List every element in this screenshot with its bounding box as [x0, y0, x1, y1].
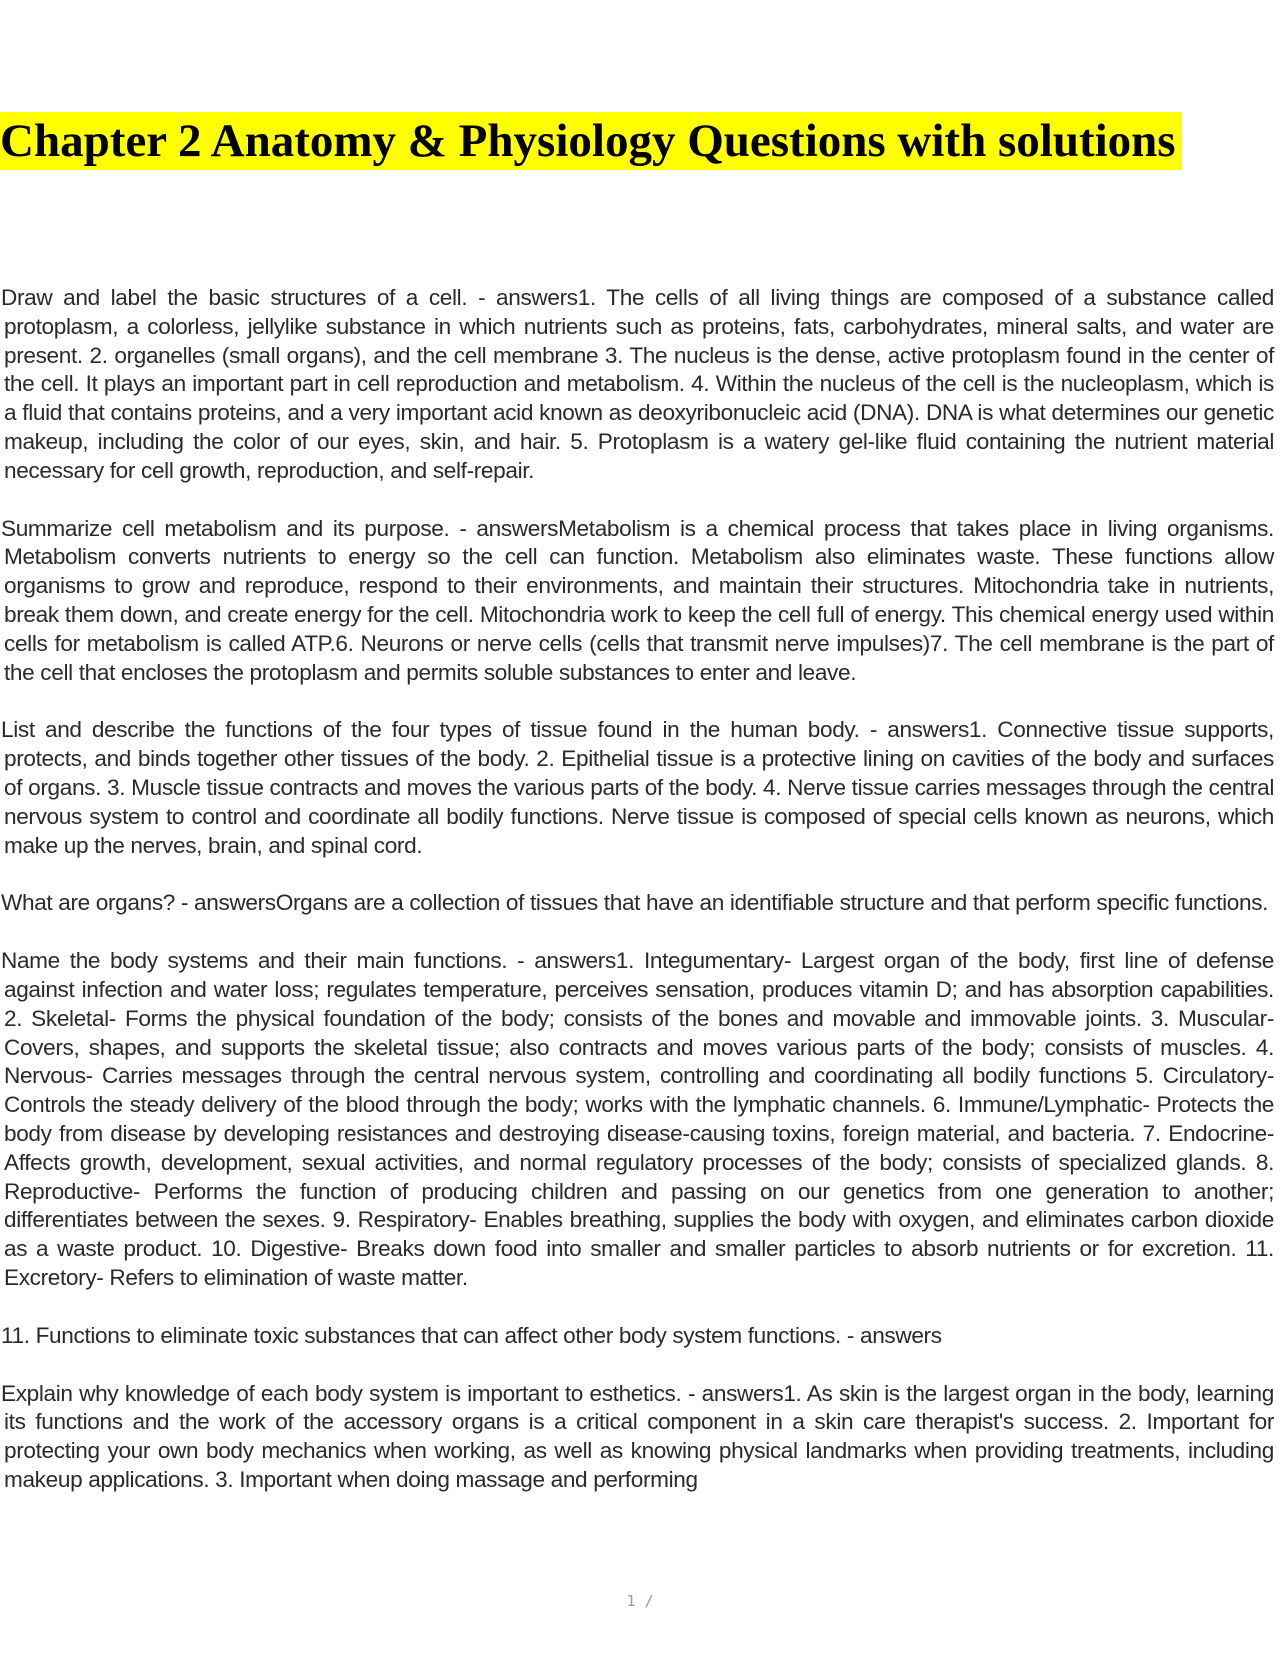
- answer-separator: - answers: [859, 717, 969, 743]
- question-text: Summarize cell metabolism and its purpose.: [1, 515, 450, 541]
- answer-separator: - answers: [449, 515, 559, 541]
- qa-item-body-systems: [0, 947, 1274, 1293]
- answer-text: Metabolism is a chemical process that takes place in living organisms. Metabolism converts nutrients to energy so the cell can function. Metabolism also eliminates waste. These functions allow organisms to grow and reproduce, respond to their environments, and maintain their structures. Mitochondria take in nutrients, break them down, and create energy for the cell. Mitochondria work to keep the cell full of energy. This chemical energy used within cells for metabolism is called ATP.6. Neurons or nerve cells (cells that transmit nerve impulses)7. The cell membrane is the part of the cell that encloses the protoplasm and permits soluble substances to enter and leave.: [4, 515, 1274, 685]
- answer-text: 1. Integumentary- Largest organ of the body, first line of defense against infection and water loss; regulates temperature, perceives sensation, produces vitamin D; and has absorption capabilities. 2. Skeletal- Forms the physical foundation of the body; consists of the bones and movable and immovable joints. 3. Muscular- Covers, shapes, and supports the skeletal tissue; also contracts and moves various parts of the body; consists of muscles. 4. Nervous- Carries messages through the central nervous system, controlling and coordinating all bodily functions 5. Circulatory- Controls the steady delivery of the blood through the body; works with the lymphatic channels. 6. Immune/Lymphatic- Protects the body from disease by developing resistances and destroying disease-causing toxins, foreign material, and bacteria. 7. Endocrine- Affects growth, development, sexual activities, and normal regulatory processes of the body; consists of specialized glands. 8. Reproductive- Performs the function of producing children and passing on our genetics from one generation to another; differentiates between the sexes. 9. Respiratory- Enables breathing, supplies the body with oxygen, and eliminates carbon dioxide as a waste product. 10. Digestive- Breaks down food into smaller and smaller particles to absorb nutrients or for excretion. 11. Excretory- Refers to elimination of waste matter.: [4, 948, 1274, 1290]
- answer-separator: - answers: [681, 1380, 784, 1406]
- question-text: Draw and label the basic structures of a cell.: [1, 285, 468, 310]
- qa-list: [0, 284, 1274, 1524]
- answer-separator: - answers: [507, 948, 616, 974]
- question-text: What are organs?: [1, 890, 175, 916]
- qa-item-tissue-types: [0, 716, 1274, 860]
- answer-text: 1. The cells of all living things are composed of a substance called protoplasm, a colorless, jellylike substance in which nutrients such as proteins, fats, carbohydrates, mineral salts, and water are present. 2. organelles (small organs), and the cell membrane 3. The nucleus is the dense, active protoplasm found in the center of the cell. It plays an important part in cell reproduction and metabolism. 4. Within the nucleus of the cell is the nucleoplasm, which is a fluid that contains proteins, and a very important acid known as deoxyribonucleic acid (DNA). DNA is what determines our genetic makeup, including the color of our eyes, skin, and hair. 5. Protoplasm is a watery gel-like fluid containing the nutrient material necessary for cell growth, reproduction, and self-repair.: [4, 285, 1274, 483]
- question-text: Explain why knowledge of each body system is important to esthetics.: [1, 1380, 682, 1406]
- answer-separator: - answers: [467, 285, 578, 310]
- page-number: 1 /: [626, 1592, 654, 1610]
- answer-separator: - answers: [840, 1322, 942, 1348]
- title-block: [0, 112, 1182, 170]
- qa-item-cell-structures: [0, 284, 1274, 486]
- answer-separator: - answers: [175, 890, 276, 916]
- qa-item-esthetics-knowledge: [0, 1380, 1274, 1495]
- question-text: Name the body systems and their main functions.: [1, 948, 508, 974]
- qa-item-cell-metabolism: [0, 515, 1274, 688]
- document-title: Chapter 2 Anatomy & Physiology Questions with solutions: [0, 112, 1182, 170]
- qa-item-organs: [0, 889, 1274, 918]
- question-text: List and describe the functions of the four types of tissue found in the human body.: [1, 717, 860, 743]
- answer-text: Organs are a collection of tissues that have an identifiable structure and that perform specific functions.: [275, 890, 1269, 916]
- qa-item-excretory-functions: [0, 1322, 1274, 1351]
- answer-text: 1. As skin is the largest organ in the body, learning its functions and the work of the accessory organs is a critical component in a skin care therapist's success. 2. Important for protecting your own body mechanics when working, as well as knowing physical landmarks when providing treatments, including makeup applications. 3. Important when doing massage and performing: [4, 1380, 1274, 1492]
- answer-text: 1. Connective tissue supports, protects, and binds together other tissues of the body. 2. Epithelial tissue is a protective lining on cavities of the body and surfaces of organs. 3. Muscle tissue contracts and moves the various parts of the body. 4. Nerve tissue carries messages through the central nervous system to control and coordinate all bodily functions. Nerve tissue is composed of special cells known as neurons, which make up the nerves, brain, and spinal cord.: [4, 717, 1274, 858]
- question-text: 11. Functions to eliminate toxic substances that can affect other body system functions.: [1, 1322, 841, 1348]
